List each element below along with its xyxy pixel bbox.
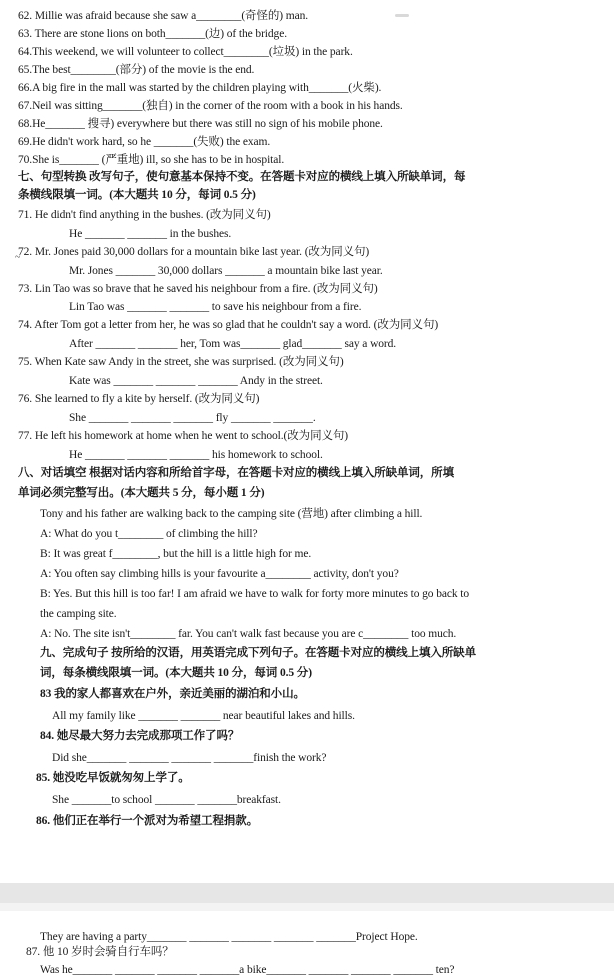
- question-line: They are having a party_______ _______ _______ _______ _______Project Hope.: [40, 931, 418, 943]
- question-line: After _______ _______ her, Tom was_______ glad_______ say a word.: [69, 338, 397, 350]
- question-line: He _______ _______ _______ his homework to school.: [69, 449, 323, 461]
- question-line: He _______ _______ in the bushes.: [69, 228, 232, 240]
- section-heading: 83 我的家人都喜欢在户外，亲近美丽的湖泊和小山。: [40, 688, 305, 700]
- question-line: 65.The best________(部分) of the movie is the end.: [18, 64, 255, 76]
- question-line: Did she_______ _______ _______ _______finish the work?: [52, 752, 327, 764]
- question-line: 62. Millie was afraid because she saw a________(奇怪的) man.: [18, 10, 309, 22]
- page-gap: [0, 883, 614, 903]
- question-line: Lin Tao was _______ _______ to save his neighbour from a fire.: [69, 301, 362, 313]
- section-heading: 九、完成句子 按所给的汉语，用英语完成下列句子。在答题卡对应的横线上填入所缺单: [40, 647, 476, 659]
- question-line: A: You often say climbing hills is your favourite a________ activity, don't you?: [40, 568, 399, 580]
- page-gap-shadow: [0, 903, 614, 911]
- section-heading: 词，每条横线限填一词。(本大题共 10 分，每词 0.5 分): [40, 667, 312, 679]
- question-line: 87. 他 10 岁时会骑自行车吗？: [26, 946, 174, 958]
- question-line: 64.This weekend, we will volunteer to collect________(垃圾) in the park.: [18, 46, 353, 58]
- section-heading: 七、句型转换 改写句子，使句意基本保持不变。在答题卡对应的横线上填入所缺单词，每: [18, 171, 466, 183]
- question-line: Was he_______ _______ _______ _______a bike_______ _______ _______ _______ ten?: [40, 964, 455, 976]
- margin-mark: ~: [15, 252, 21, 263]
- question-line: 75. When Kate saw Andy in the street, she was surprised. (改为同义句): [18, 356, 344, 368]
- question-line: A: What do you t________ of climbing the hill?: [40, 528, 258, 540]
- question-line: All my family like _______ _______ near beautiful lakes and hills.: [52, 710, 355, 722]
- question-line: 77. He left his homework at home when he went to school.(改为同义句): [18, 430, 349, 442]
- question-line: A: No. The site isn't________ far. You can't walk fast because you are c________ too much.: [40, 628, 457, 640]
- question-line: 67.Neil was sitting_______(独自) in the corner of the room with a book in his hands.: [18, 100, 403, 112]
- question-line: 68.He_______ 搜寻) everywhere but there was still no sign of his mobile phone.: [18, 118, 383, 130]
- question-line: 72. Mr. Jones paid 30,000 dollars for a mountain bike last year. (改为同义句): [18, 246, 370, 258]
- question-line: B: Yes. But this hill is too far! I am afraid we have to walk for forty more minutes to go back to: [40, 588, 470, 600]
- section-heading: 条横线限填一词。(本大题共 10 分，每词 0.5 分): [18, 189, 256, 201]
- question-line: Mr. Jones _______ 30,000 dollars _______ a mountain bike last year.: [69, 265, 383, 277]
- question-line: 74. After Tom got a letter from her, he was so glad that he couldn't say a word. (改为同义句): [18, 319, 439, 331]
- section-heading: 八、对话填空 根据对话内容和所给首字母，在答题卡对应的横线上填入所缺单词，所填: [18, 467, 454, 479]
- question-line: 71. He didn't find anything in the bushes. (改为同义句): [18, 209, 271, 221]
- question-line: She _______ _______ _______ fly _______ _______.: [69, 412, 316, 424]
- question-line: 70.She is_______ (严重地) ill, so she has to be in hospital.: [18, 154, 285, 166]
- question-line: Tony and his father are walking back to the camping site (营地) after climbing a hill.: [40, 508, 423, 520]
- question-line: 69.He didn't work hard, so he _______(失败) the exam.: [18, 136, 271, 148]
- section-heading: 85. 她没吃早饭就匆匆上学了。: [36, 772, 190, 784]
- question-line: 76. She learned to fly a kite by herself. (改为同义句): [18, 393, 260, 405]
- question-line: 73. Lin Tao was so brave that he saved his neighbour from a fire. (改为同义句): [18, 283, 378, 295]
- question-line: 63. There are stone lions on both_______(边) of the bridge.: [18, 28, 287, 40]
- question-line: Kate was _______ _______ _______ Andy in the street.: [69, 375, 323, 387]
- question-line: 66.A big fire in the mall was started by the children playing with_______(火柴).: [18, 82, 382, 94]
- section-heading: 84. 她尽最大努力去完成那项工作了吗？: [40, 730, 240, 742]
- question-line: She _______to school _______ _______breakfast.: [52, 794, 281, 806]
- question-line: the camping site.: [40, 608, 117, 620]
- section-heading: 单词必须完整写出。(本大题共 5 分，每小题 1 分): [18, 487, 265, 499]
- section-heading: 86. 他们正在举行一个派对为希望工程捐款。: [36, 815, 259, 827]
- question-line: B: It was great f________, but the hill is a little high for me.: [40, 548, 312, 560]
